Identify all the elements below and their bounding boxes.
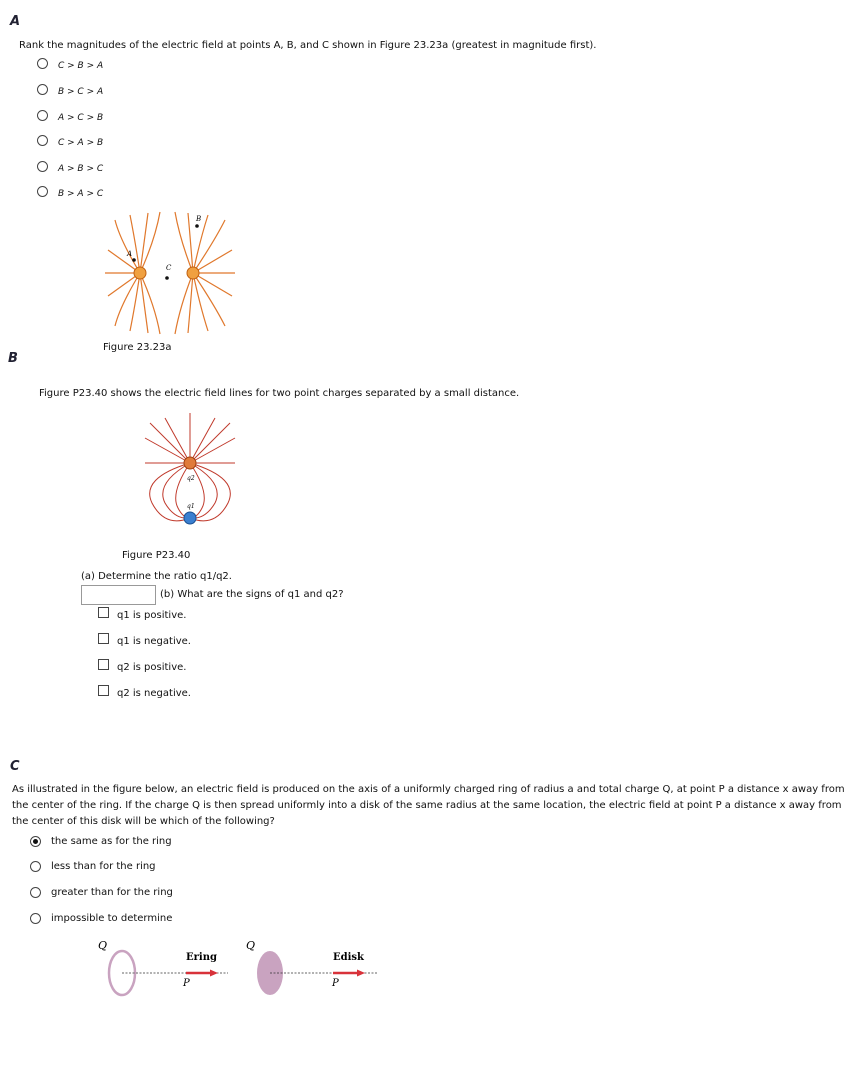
checkbox-label: q1 is positive.	[117, 610, 187, 621]
question-b-prompt: Figure P23.40 shows the electric field lines for two point charges separated by a small distance.	[39, 388, 520, 399]
label-q1: q1	[187, 503, 195, 510]
checkbox-q1-negative[interactable]	[98, 633, 109, 644]
charge-right	[187, 267, 199, 279]
point-b	[195, 224, 199, 228]
question-a-prompt: Rank the magnitudes of the electric field at points A, B, and C shown in Figure 23.23a (greatest in magnitude first).	[19, 40, 597, 51]
label-p-ring: P	[183, 978, 190, 989]
radio-option-3[interactable]	[30, 913, 41, 924]
radio-option-2[interactable]	[37, 110, 48, 121]
charge-q2	[184, 457, 196, 469]
option-label: the same as for the ring	[51, 836, 172, 847]
question-c-label: C	[10, 759, 20, 774]
point-a	[132, 258, 136, 262]
part-a-prompt: (a) Determine the ratio q1/q2.	[81, 571, 232, 582]
checkbox-q2-negative[interactable]	[98, 685, 109, 696]
radio-option-2[interactable]	[30, 887, 41, 898]
option-label: less than for the ring	[51, 861, 156, 872]
label-q-ring: Q	[98, 939, 108, 952]
option-label: B > A > C	[58, 189, 104, 199]
question-a-label: A	[10, 14, 21, 29]
label-b: B	[196, 215, 202, 223]
label-a: A	[127, 250, 133, 258]
option-label: A > C > B	[58, 113, 104, 123]
figure-caption: Figure P23.40	[122, 550, 191, 561]
radio-option-0[interactable]	[30, 836, 41, 847]
option-label: C > A > B	[58, 138, 104, 148]
label-q-disk: Q	[246, 939, 256, 952]
label-e-disk: Edisk	[333, 952, 364, 963]
radio-option-1[interactable]	[30, 861, 41, 872]
charge-left	[134, 267, 146, 279]
figure-23-23a	[100, 210, 240, 335]
figure-caption: Figure 23.23a	[103, 342, 172, 353]
radio-option-3[interactable]	[37, 135, 48, 146]
option-label: impossible to determine	[51, 913, 173, 924]
radio-option-0[interactable]	[37, 58, 48, 69]
label-e-ring: Ering	[186, 952, 217, 963]
figure-p23-40	[140, 408, 240, 533]
question-b-label: B	[8, 351, 18, 366]
label-q2: q2	[187, 475, 195, 482]
option-label: B > C > A	[58, 87, 104, 97]
option-label: C > B > A	[58, 61, 104, 71]
checkbox-label: q2 is positive.	[117, 662, 187, 673]
option-label: greater than for the ring	[51, 887, 173, 898]
checkbox-q2-positive[interactable]	[98, 659, 109, 670]
label-c: C	[166, 264, 172, 272]
question-c-prompt: As illustrated in the figure below, an electric field is produced on the axis of a uniformly charged ring of radius a and total charge Q, at point P a distance x away from the center of the ring. If the charge Q is then spread uniformly into a disk of the same radius at the same location, the electric field at point P a distance x away from the center of this disk will be which of the following?	[12, 784, 845, 827]
e-disk-arrowhead	[357, 970, 365, 977]
field-lines	[105, 212, 235, 334]
charge-q1	[184, 512, 196, 524]
radio-option-4[interactable]	[37, 161, 48, 172]
point-c	[165, 276, 169, 280]
checkbox-label: q2 is negative.	[117, 688, 191, 699]
e-ring-arrowhead	[210, 970, 218, 977]
checkbox-q1-positive[interactable]	[98, 607, 109, 618]
radio-option-1[interactable]	[37, 84, 48, 95]
checkbox-label: q1 is negative.	[117, 636, 191, 647]
ratio-answer-input[interactable]	[81, 585, 156, 605]
ring-disk-figure	[90, 933, 390, 999]
part-b-prompt: (b) What are the signs of q1 and q2?	[160, 589, 344, 600]
option-label: A > B > C	[58, 164, 104, 174]
radio-option-5[interactable]	[37, 186, 48, 197]
label-p-disk: P	[332, 978, 339, 989]
